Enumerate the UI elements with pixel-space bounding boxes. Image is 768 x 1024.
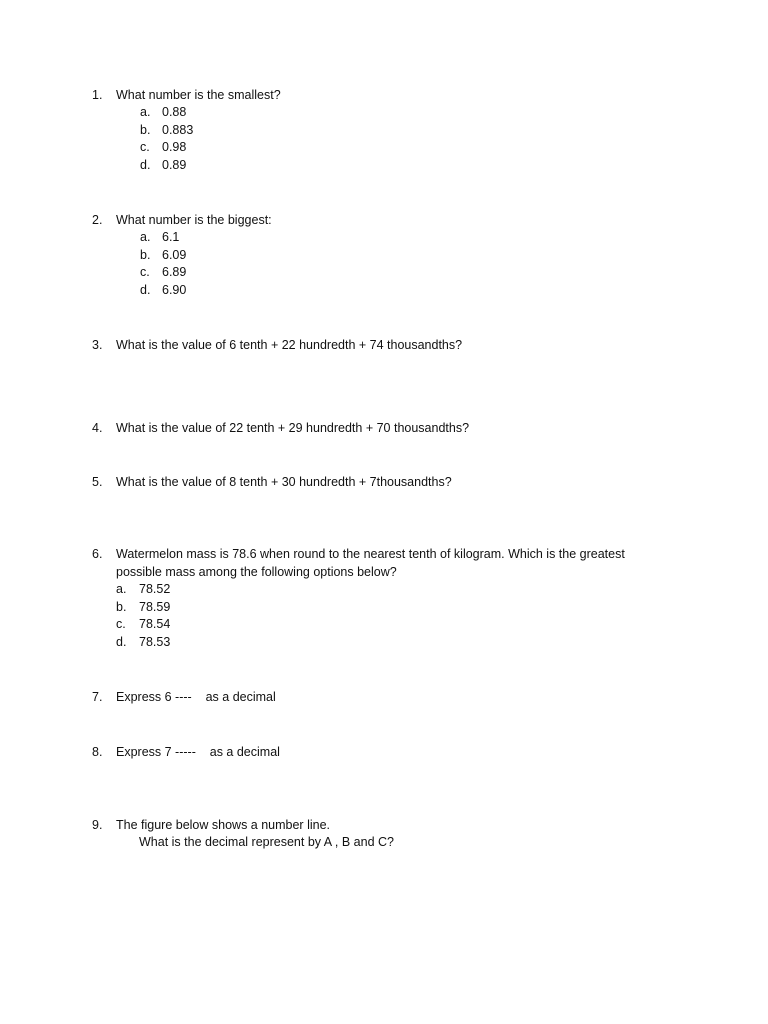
option-value: 6.09 bbox=[162, 248, 187, 262]
question-number: 3. bbox=[92, 338, 103, 352]
option-letter: b. bbox=[140, 123, 151, 137]
option-letter: d. bbox=[116, 635, 127, 649]
option-value: 6.90 bbox=[162, 283, 187, 297]
option-value: 0.883 bbox=[162, 123, 194, 137]
option-value: 0.89 bbox=[162, 158, 187, 172]
question-text: Express 6 ---- as a decimal bbox=[116, 690, 276, 704]
question-text-line-2: What is the decimal represent by A , B and C? bbox=[139, 835, 394, 849]
option-value: 0.98 bbox=[162, 140, 187, 154]
question-text: What number is the smallest? bbox=[116, 88, 281, 102]
question-number: 8. bbox=[92, 745, 103, 759]
question-text-line-2: possible mass among the following options below? bbox=[116, 565, 397, 579]
question-number: 6. bbox=[92, 547, 103, 561]
question-number: 4. bbox=[92, 421, 103, 435]
option-value: 6.89 bbox=[162, 265, 187, 279]
option-letter: c. bbox=[140, 140, 150, 154]
question-text-line-1: Watermelon mass is 78.6 when round to the nearest tenth of kilogram. Which is the greatest bbox=[116, 547, 625, 561]
option-value: 78.54 bbox=[139, 617, 171, 631]
option-value: 6.1 bbox=[162, 230, 180, 244]
question-number: 5. bbox=[92, 475, 103, 489]
option-letter: c. bbox=[140, 265, 150, 279]
option-letter: a. bbox=[140, 105, 151, 119]
question-text: What is the value of 22 tenth + 29 hundredth + 70 thousandths? bbox=[116, 421, 470, 435]
question-text: Express 7 ----- as a decimal bbox=[116, 745, 280, 759]
option-letter: a. bbox=[116, 582, 127, 596]
option-value: 78.59 bbox=[139, 600, 171, 614]
option-letter: a. bbox=[140, 230, 151, 244]
question-text: What is the value of 6 tenth + 22 hundredth + 74 thousandths? bbox=[116, 338, 463, 352]
option-letter: d. bbox=[140, 283, 151, 297]
option-letter: c. bbox=[116, 617, 126, 631]
question-number: 1. bbox=[92, 88, 103, 102]
option-letter: d. bbox=[140, 158, 151, 172]
option-value: 0.88 bbox=[162, 105, 187, 119]
option-letter: b. bbox=[116, 600, 127, 614]
option-value: 78.52 bbox=[139, 582, 171, 596]
question-text: What is the value of 8 tenth + 30 hundredth + 7thousandths? bbox=[116, 475, 452, 489]
question-number: 7. bbox=[92, 690, 103, 704]
question-text-line-1: The figure below shows a number line. bbox=[116, 818, 331, 832]
question-number: 9. bbox=[92, 818, 103, 832]
question-text: What number is the biggest: bbox=[116, 213, 272, 227]
question-number: 2. bbox=[92, 213, 103, 227]
option-value: 78.53 bbox=[139, 635, 171, 649]
option-letter: b. bbox=[140, 248, 151, 262]
